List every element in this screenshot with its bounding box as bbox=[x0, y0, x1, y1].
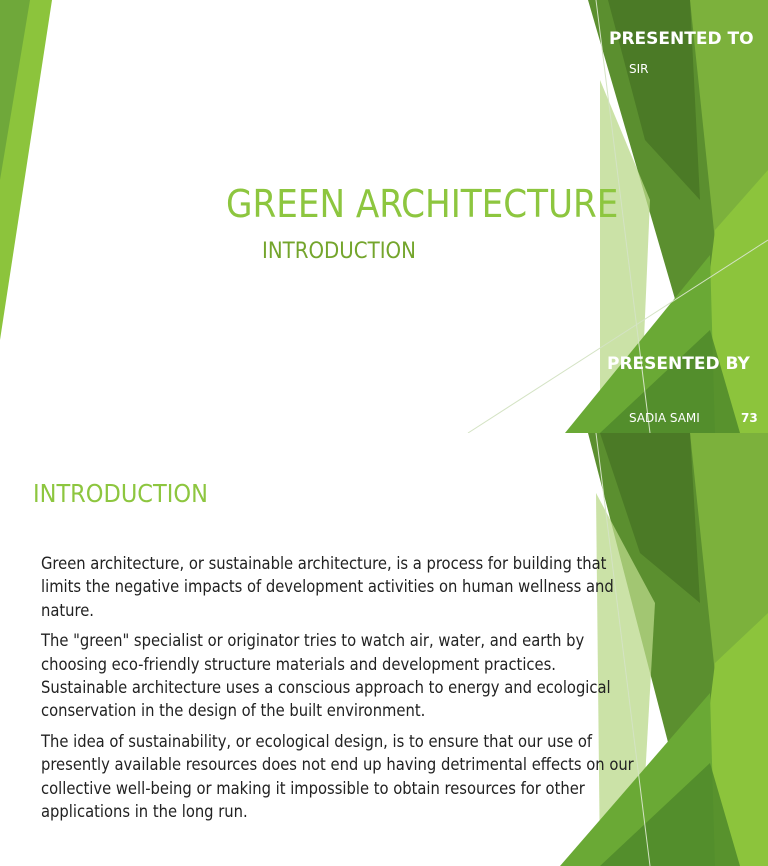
roll-number: 73 bbox=[741, 411, 758, 425]
slide-subtitle: INTRODUCTION bbox=[262, 239, 416, 264]
slide-title: GREEN ARCHITECTURE bbox=[226, 182, 619, 226]
introduction-slide bbox=[0, 433, 768, 866]
presenter-name: SADIA SAMI bbox=[629, 411, 700, 425]
section-title: INTRODUCTION bbox=[33, 479, 208, 508]
presented-by-label: PRESENTED BY bbox=[607, 354, 750, 374]
paragraph: The "green" specialist or originator tries to watch air, water, and earth by choosing eco-friendly structure materials and development practices. Sustainable architecture uses a conscious approach to energy and ecological conservation in the design of the built environment. bbox=[41, 631, 611, 721]
paragraph: The idea of sustainability, or ecological design, is to ensure that our use of presently available resources does not end up having detrimental effects on our collective well-being or making it impossible to obtain resources for other applications in the long run. bbox=[41, 731, 634, 822]
presented-to-label: PRESENTED TO bbox=[609, 29, 754, 49]
paragraph: Green architecture, or sustainable architecture, is a process for building that limits the negative impacts of development activities on human wellness and nature. bbox=[41, 554, 614, 620]
presented-to-value: SIR bbox=[629, 62, 649, 76]
body-text bbox=[41, 552, 641, 830]
